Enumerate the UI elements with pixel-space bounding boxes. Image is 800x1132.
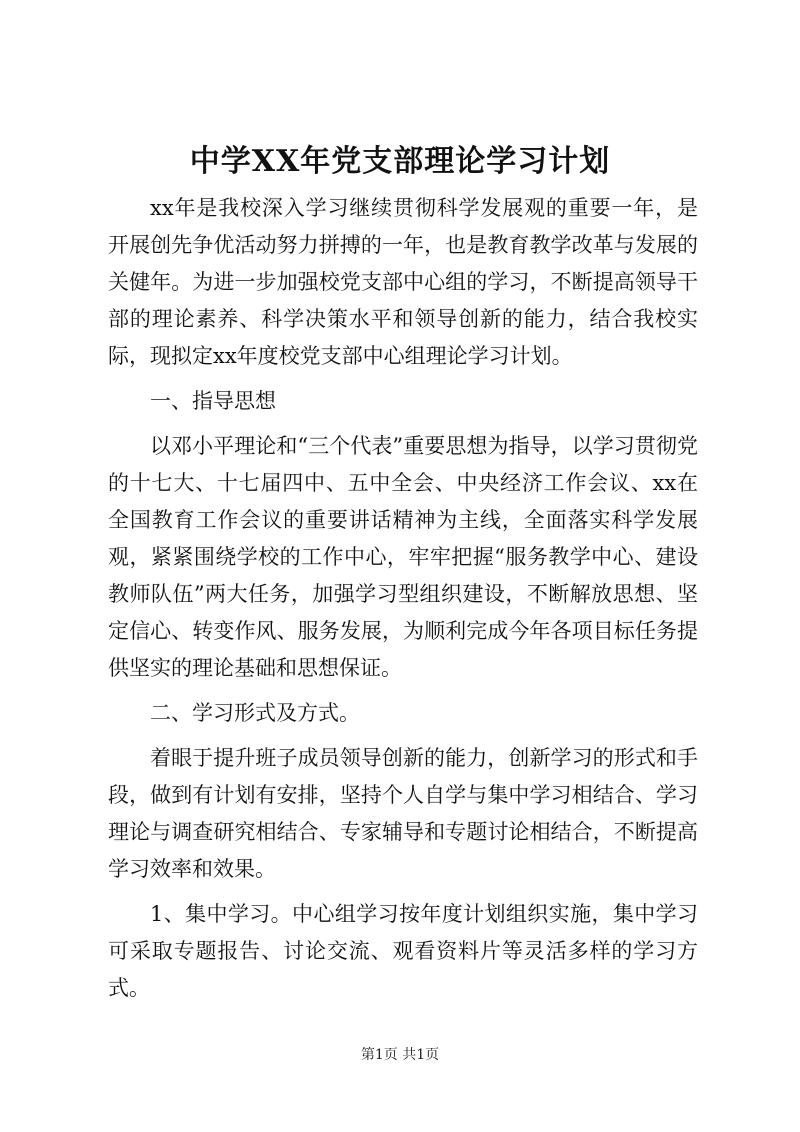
paragraph-study-format: 着眼于提升班子成员领导创新的能力，创新学习的形式和手段，做到有计划有安排，坚持个人自学与集中学习相结合、学习理论与调查研究相结合、专家辅导和专题讨论相结合，不断提高学习效率和效果。 (108, 746, 698, 881)
paragraph-intro: xx年是我校深入学习继续贯彻科学发展观的重要一年，是开展创先争优活动努力拼搏的一年，也是教育教学改革与发展的关健年。为进一步加强校党支部中心组的学习，不断提高领导干部的理论素养、科学决策水平和领导创新的能力，结合我校实际，现拟定xx年度校党支部中心组理论学习计划。 (108, 196, 698, 368)
document-body (108, 190, 698, 1015)
document-title: 中学XX年党支部理论学习计划 (189, 144, 611, 179)
section-heading-study-format: 二、学习形式及方式。 (150, 701, 360, 725)
paragraph-centralized-study: 1、集中学习。中心组学习按年度计划组织实施，集中学习可采取专题报告、讨论交流、观看资料片等灵活多样的学习方式。 (108, 902, 698, 1000)
page-number-footer: 第1页 共1页 (360, 1047, 440, 1063)
section-heading-guiding-ideology: 一、指导思想 (150, 389, 276, 413)
paragraph-guiding-ideology: 以邓小平理论和“三个代表”重要思想为指导，以学习贯彻党的十七大、十七届四中、五中全会、中央经济工作会议、xx在全国教育工作会议的重要讲话精神为主线，全面落实科学发展观，紧紧围绕学校的工作中心，牢牢把握“服务教学中心、建设教师队伍”两大任务，加强学习型组织建设，不断解放思想、坚定信心、转变作风、服务发展，为顺利完成今年各项目标任务提供坚实的理论基础和思想保证。 (108, 434, 698, 680)
